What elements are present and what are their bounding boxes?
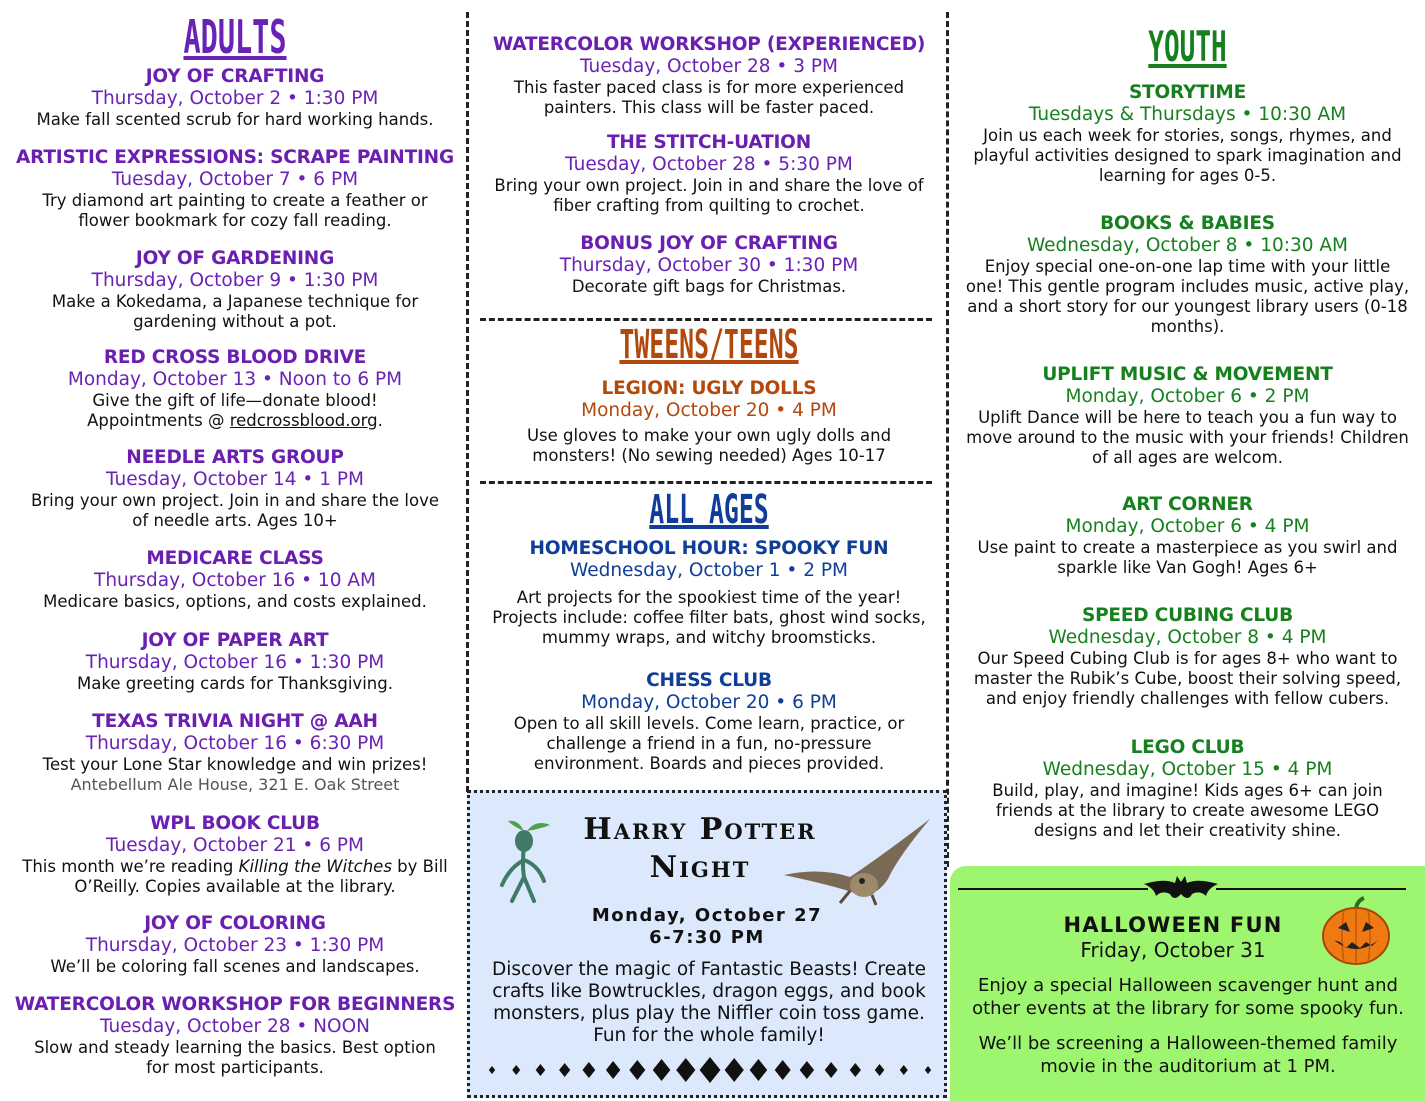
diamond-mark — [512, 1065, 520, 1075]
event-watercolor-experienced — [470, 34, 948, 118]
event-desc: Join us each week for stories, songs, rhymes, and playful activities designed to spark imagination and learning for ages 0-5. — [973, 126, 1402, 185]
event-title: STORYTIME — [1128, 82, 1247, 103]
diamond-mark — [925, 1066, 931, 1074]
event-joy-of-crafting — [0, 66, 470, 130]
event-title: JOY OF PAPER ART — [141, 630, 329, 651]
tweens-heading: TWEENS/TEENS — [619, 322, 799, 368]
youth-column — [950, 0, 1425, 866]
diamond-mark — [800, 1061, 814, 1079]
event-when: Monday, October 6 • 2 PM — [1065, 386, 1310, 407]
event-title: HOMESCHOOL HOUR: SPOOKY FUN — [529, 538, 889, 559]
event-scrape-painting — [0, 147, 470, 231]
event-books-babies — [950, 213, 1425, 337]
event-when: Monday, October 6 • 4 PM — [1065, 516, 1310, 537]
event-desc: Enjoy special one-on-one lap time with your little one! This gentle program includes music, active play, and a short story for our youngest library users (0-18 months). — [965, 257, 1410, 336]
event-paper-art — [0, 630, 470, 694]
event-title: BOOKS & BABIES — [1100, 213, 1275, 234]
event-when: Tuesdays & Thursdays • 10:30 AM — [1028, 104, 1347, 125]
event-title: ART CORNER — [1122, 494, 1253, 515]
event-title: LEGION: UGLY DOLLS — [601, 378, 817, 399]
event-desc: Slow and steady learning the basics. Best option for most participants. — [34, 1038, 436, 1077]
event-desc: This month we’re reading Killing the Witches by Bill O’Reilly. Copies available at the library. — [22, 857, 448, 896]
harry-potter-desc: Discover the magic of Fantastic Beasts! Create crafts like Bowtruckles, dragon eggs, and book monsters, plus play the Niffler coin toss game. Fun for the whole family! — [492, 959, 926, 1046]
event-chess-club — [470, 670, 948, 774]
diamond-mark — [825, 1062, 838, 1078]
event-title: JOY OF CRAFTING — [145, 66, 325, 87]
event-when: Wednesday, October 15 • 4 PM — [1042, 759, 1333, 780]
diamond-mark — [629, 1060, 645, 1080]
event-uplift-music — [950, 364, 1425, 468]
diamond-border-decoration — [482, 1055, 938, 1085]
harry-potter-night-box — [467, 790, 947, 1098]
owl-icon — [780, 817, 934, 907]
event-title: THE STITCH-UATION — [606, 132, 811, 153]
halloween-rule-right — [1216, 888, 1406, 890]
event-title: TEXAS TRIVIA NIGHT @ AAH — [92, 711, 378, 732]
event-when: Wednesday, October 8 • 4 PM — [1048, 627, 1327, 648]
event-title: JOY OF COLORING — [144, 913, 326, 934]
diamond-mark — [900, 1065, 908, 1075]
event-when: Monday, October 13 • Noon to 6 PM — [67, 369, 403, 390]
event-when: Thursday, October 16 • 6:30 PM — [85, 733, 385, 754]
halloween-desc-2: We’ll be screening a Halloween-themed family movie in the auditorium at 1 PM. — [978, 1033, 1398, 1077]
event-title: BONUS JOY OF CRAFTING — [580, 233, 838, 254]
event-when: Wednesday, October 1 • 2 PM — [570, 560, 848, 581]
event-when: Wednesday, October 8 • 10:30 AM — [1026, 235, 1349, 256]
event-desc: Make fall scented scrub for hard working hands. — [36, 110, 434, 129]
event-desc: Art projects for the spookiest time of the year! Projects include: coffee filter bats, ghost wind socks, mummy wraps, and witchy broomsticks. — [492, 588, 926, 647]
halloween-desc-1: Enjoy a special Halloween scavenger hunt and other events at the library for some spooky fun. — [972, 975, 1404, 1019]
event-medicare — [0, 548, 470, 612]
diamond-mark — [559, 1063, 570, 1077]
title-line-1: Harry Potter — [583, 812, 817, 847]
event-desc-appointments: Appointments @ redcrossblood.org. — [87, 411, 383, 430]
event-when: Thursday, October 2 • 1:30 PM — [91, 88, 379, 109]
bowtruckle-icon — [494, 815, 556, 907]
all-ages-heading: ALL AGES — [649, 487, 769, 533]
event-title: WATERCOLOR WORKSHOP (EXPERIENCED) — [492, 34, 926, 55]
diamond-mark — [676, 1058, 695, 1082]
event-desc: Make greeting cards for Thanksgiving. — [77, 674, 393, 693]
event-when: Thursday, October 30 • 1:30 PM — [559, 255, 859, 276]
event-title: MEDICARE CLASS — [146, 548, 324, 569]
middle-column — [470, 0, 948, 790]
jack-o-lantern-icon — [1320, 896, 1392, 968]
event-joy-of-coloring — [0, 913, 470, 977]
event-when: Thursday, October 9 • 1:30 PM — [91, 270, 379, 291]
diamond-mark — [653, 1059, 671, 1081]
divider-all-ages — [480, 481, 932, 484]
event-title: WPL BOOK CLUB — [150, 813, 320, 834]
event-ugly-dolls — [470, 378, 948, 466]
diamond-mark — [536, 1064, 546, 1076]
event-title: RED CROSS BLOOD DRIVE — [103, 347, 367, 368]
event-when: Tuesday, October 14 • 1 PM — [106, 469, 364, 490]
event-when: Thursday, October 16 • 10 AM — [94, 570, 376, 591]
event-title: LEGO CLUB — [1130, 737, 1245, 758]
diamond-mark — [700, 1057, 721, 1083]
event-stitch-uation — [470, 132, 948, 216]
event-homeschool-hour — [470, 538, 948, 648]
event-desc: Uplift Dance will be here to teach you a fun way to move around to the music with your friends! Children of all ages are welcom. — [966, 408, 1409, 467]
event-blood-drive — [0, 347, 470, 431]
youth-heading: YOUTH — [1148, 22, 1227, 71]
event-needle-arts — [0, 447, 470, 531]
event-title: JOY OF GARDENING — [135, 248, 335, 269]
divider-tweens — [480, 318, 932, 321]
event-desc: Use gloves to make your own ugly dolls and monsters! (No sewing needed) Ages 10-17 — [526, 426, 892, 465]
event-desc: We’ll be coloring fall scenes and landscapes. — [50, 957, 420, 976]
event-when: Tuesday, October 21 • 6 PM — [106, 835, 364, 856]
event-joy-of-gardening — [0, 248, 470, 332]
halloween-date: Friday, October 31 — [1080, 938, 1266, 962]
redcross-link[interactable]: redcrossblood.org — [229, 411, 378, 430]
adults-heading: ADULTS — [183, 10, 287, 64]
halloween-rule-left — [958, 888, 1148, 890]
event-desc: Use paint to create a masterpiece as you swirl and sparkle like Van Gogh! Ages 6+ — [977, 538, 1398, 577]
event-when: Tuesday, October 28 • 3 PM — [580, 56, 838, 77]
event-desc: Bring your own project. Join in and share the love of needle arts. Ages 10+ — [31, 491, 439, 530]
event-when: Monday, October 20 • 6 PM — [581, 692, 837, 713]
event-location: Antebellum Ale House, 321 E. Oak Street — [70, 775, 400, 794]
event-desc: Our Speed Cubing Club is for ages 8+ who want to master the Rubik’s Cube, boost their solving speed, and enjoy friendly challenges with fellow cubers. — [973, 649, 1402, 708]
event-when: Thursday, October 16 • 1:30 PM — [85, 652, 385, 673]
event-desc: This faster paced class is for more experienced painters. This class will be faster paced. — [513, 78, 905, 117]
event-desc: Bring your own project. Join in and share the love of fiber crafting from quilting to crochet. — [494, 176, 924, 215]
event-title: ARTISTIC EXPRESSIONS: SCRAPE PAINTING — [16, 147, 454, 168]
diamond-mark — [606, 1061, 620, 1079]
bat-icon — [1142, 874, 1220, 904]
event-title: SPEED CUBING CLUB — [1081, 605, 1294, 626]
event-book-club — [0, 813, 470, 897]
event-desc: Give the gift of life—donate blood! — [92, 391, 378, 410]
event-art-corner — [950, 494, 1425, 578]
halloween-title: HALLOWEEN FUN — [1063, 913, 1283, 937]
event-when: Tuesday, October 7 • 6 PM — [111, 169, 359, 190]
event-watercolor-beginners — [0, 994, 470, 1078]
diamond-mark — [775, 1060, 791, 1080]
event-lego-club — [950, 737, 1425, 841]
diamond-mark — [489, 1066, 495, 1074]
event-title: WATERCOLOR WORKSHOP FOR BEGINNERS — [14, 994, 456, 1015]
event-title: NEEDLE ARTS GROUP — [126, 447, 344, 468]
halloween-fun-box — [950, 866, 1425, 1101]
event-desc: Test your Lone Star knowledge and win prizes! — [42, 755, 428, 774]
event-desc: Medicare basics, options, and costs explained. — [43, 592, 427, 611]
event-desc: Build, play, and imagine! Kids ages 6+ can join friends at the library to create awesome LEGO designs and let their creativity shine. — [992, 781, 1383, 840]
event-storytime — [950, 82, 1425, 186]
event-desc: Try diamond art painting to create a feather or flower bookmark for cozy fall reading. — [42, 191, 428, 230]
event-desc: Open to all skill levels. Come learn, practice, or challenge a friend in a fun, no-pressure environment. Boards and pieces provided. — [513, 714, 905, 773]
event-when: Tuesday, October 28 • NOON — [100, 1016, 370, 1037]
event-title: CHESS CLUB — [646, 670, 772, 691]
diamond-mark — [750, 1059, 768, 1081]
adults-column — [0, 0, 470, 1101]
event-title: UPLIFT MUSIC & MOVEMENT — [1042, 364, 1333, 385]
diamond-mark — [582, 1062, 595, 1078]
event-desc: Decorate gift bags for Christmas. — [571, 277, 847, 296]
diamond-mark — [725, 1058, 744, 1082]
event-speed-cubing — [950, 605, 1425, 709]
event-when: Thursday, October 23 • 1:30 PM — [85, 935, 385, 956]
diamond-mark — [850, 1063, 861, 1077]
hp-date: Monday, October 27 — [591, 905, 823, 926]
event-when: Tuesday, October 28 • 5:30 PM — [565, 154, 853, 175]
event-bonus-crafting — [470, 233, 948, 297]
title-line-2: Night — [649, 850, 751, 885]
hp-time: 6-7:30 PM — [649, 927, 765, 948]
harry-potter-when — [470, 905, 944, 949]
event-when: Monday, October 20 • 4 PM — [581, 400, 837, 421]
event-texas-trivia — [0, 711, 470, 794]
diamond-mark — [875, 1064, 885, 1076]
book-title: Killing the Witches — [238, 857, 392, 876]
event-desc: Make a Kokedama, a Japanese technique for gardening without a pot. — [51, 292, 419, 331]
